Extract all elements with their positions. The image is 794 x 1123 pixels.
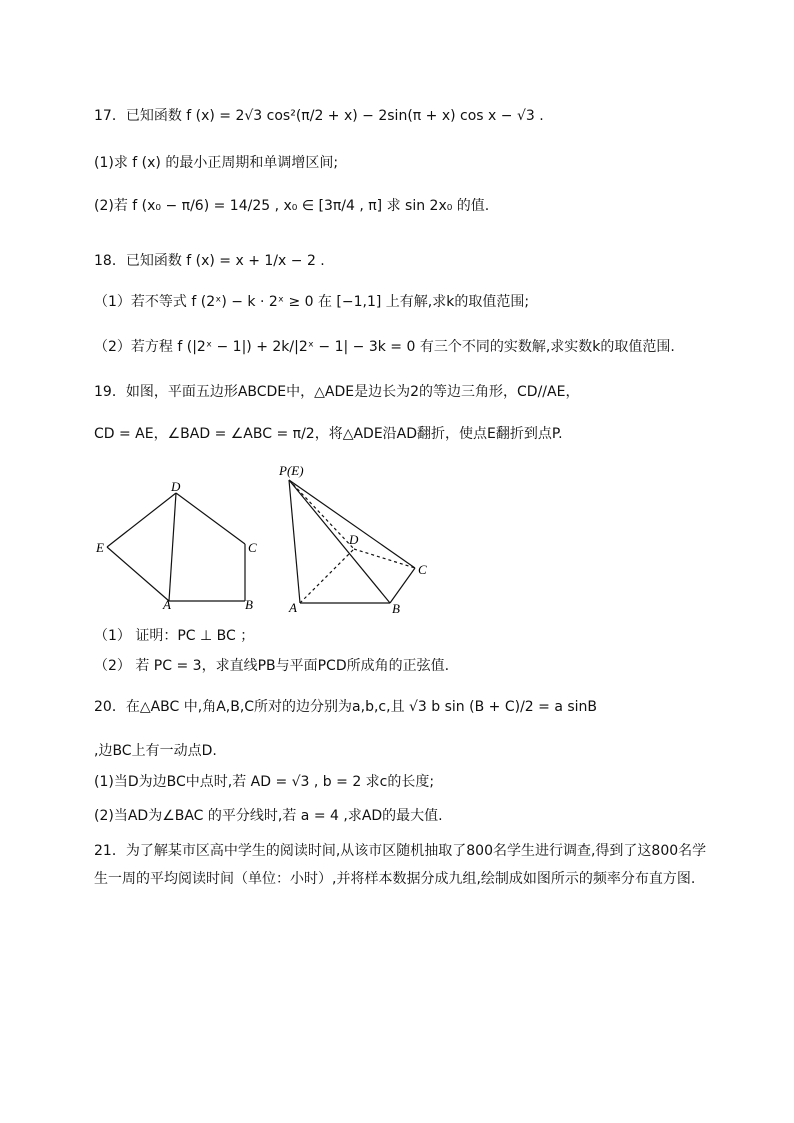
q19-figures [0, 455, 794, 625]
q21-text: 21．为了解某市区高中学生的阅读时间,从该市区随机抽取了800名学生进行调查,得到了这800名学生一周的平均阅读时间（单位：小时）,并将样本数据分成九组,绘制成如图所示的频率分布直方图. [94, 843, 707, 887]
q17-part1: (1)求 f (x) 的最小正周期和单调增区间; [94, 155, 339, 171]
fig1-label-a: A [163, 597, 171, 612]
q18-part1: （1）若不等式 f (2ˣ) − k · 2ˣ ≥ 0 在 [−1,1] 上有解,求k的取值范围; [94, 294, 530, 310]
q17-part2: (2)若 f (x₀ − π/6) = 14/25 , x₀ ∈ [3π/4 , π] 求 sin 2x₀ 的值. [94, 198, 490, 214]
q20-part2: (2)当AD为∠BAC 的平分线时,若 a = 4 ,求AD的最大值. [94, 808, 443, 824]
fig2-label-b: B [392, 601, 400, 616]
fig2-label-c: C [418, 562, 427, 577]
q18-part2: （2）若方程 f (|2ˣ − 1|) + 2k/|2ˣ − 1| − 3k = 0 有三个不同的实数解,求实数k的取值范围. [94, 339, 675, 355]
q19-part1: （1） 证明：PC ⊥ BC ； [94, 628, 255, 644]
pentagon-figure [107, 493, 245, 601]
q20-part1: (1)当D为边BC中点时,若 AD = √3 , b = 2 求c的长度; [94, 774, 435, 790]
q19-stem-line2: CD = AE，∠BAD = ∠ABC = π/2，将△ADE沿AD翻折，使点E翻折到点P. [94, 426, 563, 442]
fig1-label-c: C [248, 540, 257, 555]
fig1-label-b: B [245, 597, 253, 612]
q19-part2: （2） 若 PC = 3，求直线PB与平面PCD所成角的正弦值. [94, 658, 450, 674]
q20-stem-line1: 20．在△ABC 中,角A,B,C所对的边分别为a,b,c,且 √3 b sin (B + C)/2 = a sinB [94, 699, 598, 715]
q19-stem-line1: 19．如图，平面五边形ABCDE中，△ADE是边长为2的等边三角形，CD//AE， [94, 384, 580, 400]
fig1-label-d: D [171, 479, 181, 494]
fig2-label-p: P(E) [279, 463, 304, 478]
q18-stem: 18．已知函数 f (x) = x + 1/x − 2 . [94, 253, 325, 269]
fig2-label-d: D [349, 532, 359, 547]
fig2-label-a: A [289, 600, 297, 615]
fig1-label-e: E [96, 540, 104, 555]
q20-stem-line2: ,边BC上有一动点D. [94, 743, 217, 759]
q17-stem: 17．已知函数 f (x) = 2√3 cos²(π/2 + x) − 2sin(π + x) cos x − √3 . [94, 108, 544, 124]
